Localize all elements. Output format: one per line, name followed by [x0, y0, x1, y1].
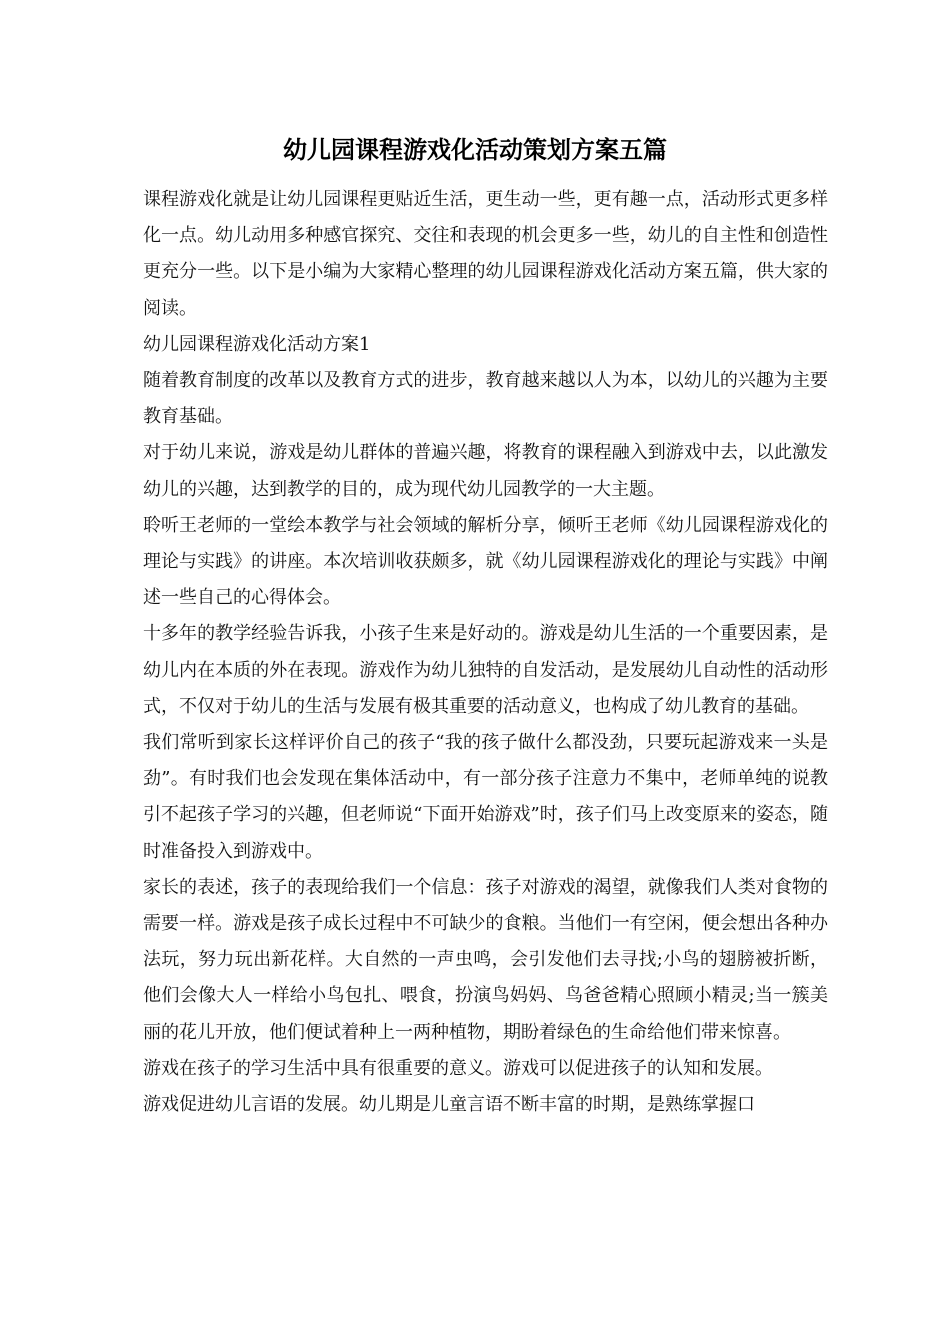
body-paragraph: 十多年的教学经验告诉我，小孩子生来是好动的。游戏是幼儿生活的一个重要因素，是幼儿内在本质的外在表现。游戏作为幼儿独特的自发活动，是发展幼儿自动性的活动形式，不仅对于幼儿的生活与发展有极其重要的活动意义，也构成了幼儿教育的基础。 [143, 623, 828, 717]
document-title: 幼儿园课程游戏化活动策划方案五篇 [283, 135, 667, 164]
body-paragraph: 对于幼儿来说，游戏是幼儿群体的普遍兴趣，将教育的课程融入到游戏中去，以此激发幼儿的兴趣，达到教学的目的，成为现代幼儿园教学的一大主题。 [143, 442, 828, 500]
body-paragraph: 游戏促进幼儿言语的发展。幼儿期是儿童言语不断丰富的时期，是熟练掌握口 [143, 1094, 755, 1116]
body-paragraph: 随着教育制度的改革以及教育方式的进步，教育越来越以人为本，以幼儿的兴趣为主要教育基础。 [143, 370, 828, 428]
body-paragraph: 家长的表述，孩子的表现给我们一个信息：孩子对游戏的渴望，就像我们人类对食物的需要一样。游戏是孩子成长过程中不可缺少的食粮。当他们一有空闲，便会想出各种办法玩，努力玩出新花样。大自然的一声虫鸣，会引发他们去寻找;小鸟的翅膀被折断，他们会像大人一样给小鸟包扎、喂食，扮演鸟妈妈、鸟爸爸精心照顾小精灵;当一簇美丽的花儿开放，他们便试着种上一两种植物，期盼着绿色的生命给他们带来惊喜。 [143, 876, 828, 1043]
body-paragraph: 我们常听到家长这样评价自己的孩子“我的孩子做什么都没劲，只要玩起游戏来一头是劲”。有时我们也会发现在集体活动中，有一部分孩子注意力不集中，老师单纯的说教引不起孩子学习的兴趣，但老师说“下面开始游戏”时，孩子们马上改变原来的姿态，随时准备投入到游戏中。 [143, 732, 828, 862]
body-paragraph: 游戏在孩子的学习生活中具有很重要的意义。游戏可以促进孩子的认知和发展。 [143, 1057, 773, 1079]
section-heading: 幼儿园课程游戏化活动方案1 [143, 333, 371, 355]
document-body [143, 182, 828, 1123]
body-paragraph: 聆听王老师的一堂绘本教学与社会领域的解析分享，倾听王老师《幼儿园课程游戏化的理论与实践》的讲座。本次培训收获颇多，就《幼儿园课程游戏化的理论与实践》中阐述一些自己的心得体会。 [143, 514, 828, 609]
intro-paragraph: 课程游戏化就是让幼儿园课程更贴近生活，更生动一些，更有趣一点，活动形式更多样化一点。幼儿动用多种感官探究、交往和表现的机会更多一些，幼儿的自主性和创造性更充分一些。以下是小编为大家精心整理的幼儿园课程游戏化活动方案五篇，供大家的阅读。 [143, 189, 828, 319]
